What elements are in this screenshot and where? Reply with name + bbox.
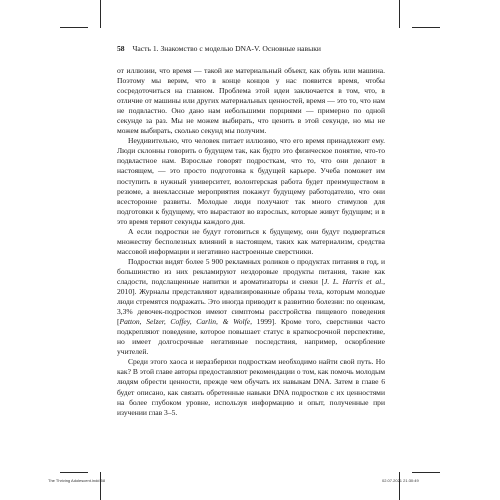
crop-mark-top-right-vertical: [399, 0, 400, 28]
crop-mark-bottom-left-horizontal: [60, 472, 88, 473]
crop-mark-top-left-horizontal: [60, 27, 88, 28]
page-number: 58: [117, 44, 125, 53]
crop-mark-bottom-right-horizontal: [412, 472, 440, 473]
paragraph-4: [117, 257, 385, 357]
paragraph-4-text-c: , 1999]. Кроме того, сверстники часто подкрепляют поведение, которое повышает статус в краткосрочной перспективе, но имеет долгосрочные негативные последствия, например, оскорбление учителей.: [117, 317, 385, 357]
footer-timestamp: 02.07.2021 21:30:49: [382, 478, 419, 483]
running-head: [117, 44, 321, 54]
running-title: Часть 1. Знакомство с моделью DNA-V. Основные навыки: [132, 44, 321, 53]
paragraph-1: от иллюзии, что время — такой же материальный объект, как обувь или машина. Поэтому мы верим, что в конце концов у нас появится время, чтобы сосредоточиться на главном. Проблема этой идеи заключается в том, что, в отличие от машины или других материальных ценностей, время — это то, что нам не подвластно. Оно дано нам небольшими порциями — примерно по одной секунде за раз. Мы не можем выбирать, что ценить в этой секунде, но мы не можем выбирать, сколько секунд мы получим.: [117, 66, 385, 136]
crop-mark-bottom-left-vertical: [100, 472, 101, 500]
citation-patton: Patton, Selzer, Coffey, Carlin, & Wolfe: [119, 317, 251, 327]
paragraph-4-text-a: Подростки видят более 5 900 рекламных роликов о продуктах питания в год, и большинство из них рекламируют нездоровые продукты питания, такие как сладости, подслащенные напитки и ароматизаторы и снеки [: [117, 256, 385, 286]
paragraph-4-text-b: , 2010]. Журналы представляют идеализированные образы тела, которым молодые люди стремятся подражать. Это иногда приводит к развитию болезни: по оценкам, 3,3% девочек-подростков имеют симптомы расстройства пищевого поведения [: [117, 276, 385, 327]
crop-mark-top-right-horizontal: [412, 27, 440, 28]
crop-mark-bottom-right-vertical: [399, 472, 400, 500]
footer-file-info: The Thriving Adolescent.indd 58: [48, 478, 106, 483]
paragraph-5: Среди этого хаоса и неразберихи подросткам необходимо найти свой путь. Но как? В этой главе авторы предоставляют рекомендации о том, как помочь молодым людям обрести ценности, прежде чем обучать их навыкам DNA. Затем в главе 6 будет описано, как связать обретенные навыки DNA подростков с их ценностями на более глубоком уровне, используя информацию и опыт, полученные при изучении глав 3–5.: [117, 357, 385, 417]
citation-harris: J. L. Harris et al.: [324, 276, 384, 286]
paragraph-2: Неудивительно, что человек питает иллюзию, что его время принадлежит ему. Люди склонны говорить о будущем так, как будто это физическое понятие, что-то подвластное нам. Взрослые говорят подросткам, что то, что они делают в настоящем, — это просто подготовка к будущей карьере. Учеба поможет им поступить в нужный университет, волонтерская работа будет преимуществом в резюме, а внеклассные мероприятия покажут будущему работодателю, что они всесторонне развиты. Молодые люди получают так много стимулов для подготовки к будущему, что вырастают во взрослых, которые живут будущим; и в это время теряют секунды каждого дня.: [117, 136, 385, 226]
page-body: [117, 66, 385, 418]
crop-mark-top-left-vertical: [100, 0, 101, 28]
paragraph-3: А если подростки не будут готовиться к будущему, они будут подвергаться множеству бесполезных влияний в настоящем, таких как материализм, средства массовой информации и негативно настроенные сверстники.: [117, 226, 385, 256]
